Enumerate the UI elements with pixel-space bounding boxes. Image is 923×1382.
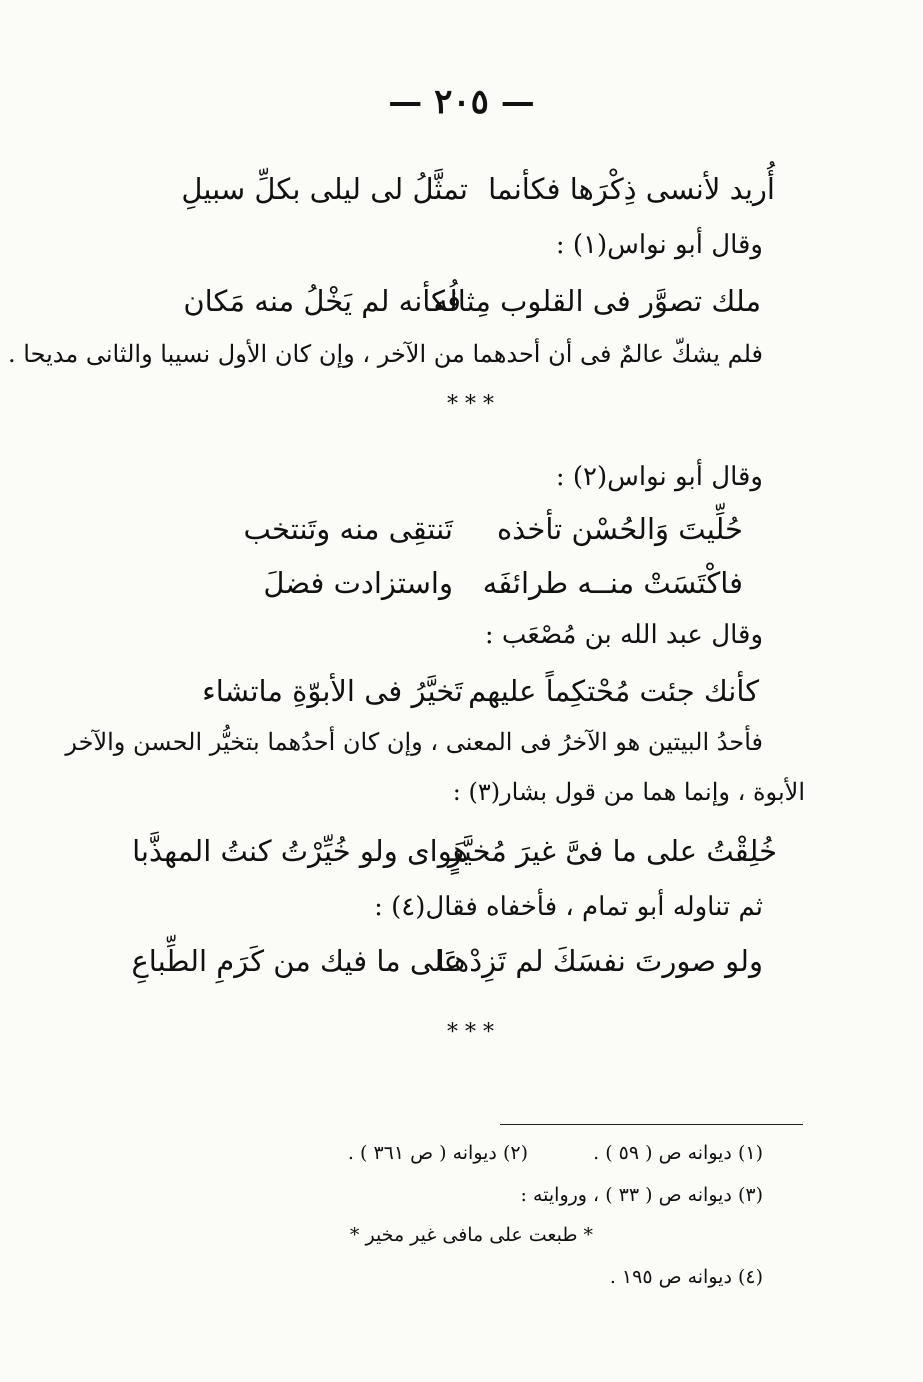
- prose-paragraph-2-line-1: فأحدُ البيتين هو الآخرُ فى المعنى ، وإن كان أحدُهما بتخيُّر الحسن والآخر: [65, 728, 763, 756]
- verse-7-first-hemistich: ولو صورتَ نفسَكَ لم تَزِدْهـا: [436, 944, 763, 978]
- footnote-1: (١) ديوانه ص ( ٥٩ ) .: [593, 1142, 763, 1164]
- intro-abu-nuwas-1: وقال أبو نواس(١) :: [555, 230, 763, 260]
- verse-7-second-hemistich: عَلى ما فيك من كَرَمِ الطِّباعِ: [131, 944, 461, 978]
- intro-abu-tammam: ثم تناوله أبو تمام ، فأخفاه فقال(٤) :: [374, 892, 763, 922]
- footnote-3-quoted-variant: * طبعت على مافى غير مخير *: [349, 1224, 593, 1246]
- footnote-2: (٢) ديوانه ( ص ٣٦١ ) .: [347, 1142, 528, 1164]
- verse-4-second-hemistich: واستزادت فضلَ: [263, 566, 453, 600]
- footnote-4: (٤) ديوانه ص ١٩٥ .: [609, 1266, 763, 1288]
- verse-1-second-hemistich: تمثَّلُ لى ليلى بكلِّ سبيلِ: [181, 172, 468, 206]
- footnote-3: (٣) ديوانه ص ( ٣٣ ) ، وروايته :: [520, 1184, 763, 1206]
- verse-5-second-hemistich: تَخيَّرُ فى الأبوّةِ ماتشاء: [202, 674, 463, 708]
- prose-paragraph-1: فلم يشكّ عالمٌ فى أن أحدهما من الآخر ، وإن كان الأول نسيبا والثانى مديحا .: [8, 340, 763, 368]
- verse-2-second-hemistich: فكأنه لم يَخْلُ منه مَكان: [183, 284, 461, 318]
- footnote-separator-rule: [500, 1124, 803, 1125]
- intro-abu-nuwas-2: وقال أبو نواس(٢) :: [555, 462, 763, 492]
- verse-3-second-hemistich: تَنتقِى منه وتَنتخب: [243, 512, 453, 546]
- verse-2-first-hemistich: ملك تصوَّر فى القلوب مِثالُه: [433, 284, 761, 318]
- prose-paragraph-2-line-2: الأبوة ، وإنما هما من قول بشار(٣) :: [452, 778, 805, 806]
- verse-6-first-hemistich: خُلِقْتُ على ما فىَّ غيرَ مُخيَّرٍ: [447, 834, 777, 868]
- verse-3-first-hemistich: حُلِّيتَ وَالحُسْن تأخذه: [496, 512, 743, 546]
- intro-abdullah-ibn-musab: وقال عبد الله بن مُصْعَب :: [484, 620, 763, 650]
- verse-4-first-hemistich: فاكْتَسَتْ منــه طرائفَه: [482, 566, 743, 600]
- section-divider-stars-1: * * *: [447, 392, 494, 417]
- section-divider-stars-2: * * *: [447, 1020, 494, 1045]
- verse-6-second-hemistich: هَواى ولو خُيِّرْتُ كنتُ المهذَّبا: [132, 834, 468, 868]
- verse-1-first-hemistich: أُريد لأنسى ذِكْرَها فكأنما: [488, 172, 775, 206]
- page-number: — ٢٠٥ —: [388, 82, 535, 122]
- verse-5-first-hemistich: كأنك جئت مُحْتكِماً عليهم: [468, 674, 759, 708]
